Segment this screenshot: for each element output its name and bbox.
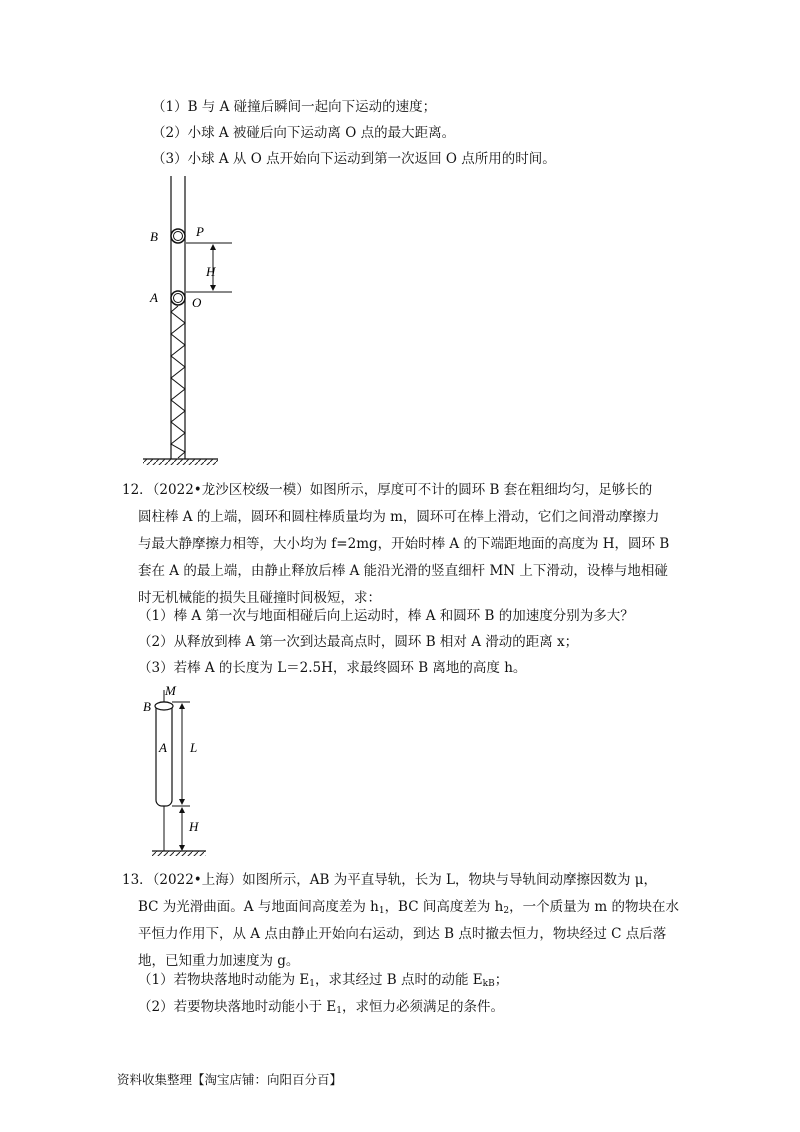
q11-label-p: P	[196, 224, 204, 239]
q12-label-h: H	[189, 819, 199, 834]
q11-label-a: A	[150, 290, 158, 305]
q12-line-3: 与最大静摩擦力相等，大小均为 f=2mg，开始时棒 A 的下端距地面的高度为 H，圆环 B	[138, 536, 670, 552]
q13-line-4: 地，已知重力加速度为 g。	[138, 953, 300, 969]
q12-part-1: （1）棒 A 第一次与地面相碰后向上运动时，棒 A 和圆环 B 的加速度分别为多大？	[138, 608, 634, 624]
q12-part-3: （3）若棒 A 的长度为 L＝2.5H，求最终圆环 B 离地的高度 h。	[138, 660, 527, 676]
q12-line-2: 圆柱棒 A 的上端，圆环和圆柱棒质量均为 m，圆环可在棒上滑动，它们之间滑动摩擦力	[138, 509, 660, 525]
q12-label-a: A	[159, 740, 167, 755]
q11-part-1: （1）B 与 A 碰撞后瞬间一起向下运动的速度；	[152, 99, 437, 115]
q11-part-3: （3）小球 A 从 O 点开始向下运动到第一次返回 O 点所用的时间。	[152, 151, 556, 167]
q13-line-2: BC 为光滑曲面。A 与地面间高度差为 $h_1$，BC 间高度差为 $h_2$，一个质量为 m 的物块在水	[138, 899, 679, 916]
footer-text: 资料收集整理【淘宝店铺：向阳百分百】	[117, 1072, 343, 1087]
q11-label-h: H	[206, 264, 216, 279]
q11-part-2: （2）小球 A 被碰后向下运动离 O 点的最大距离。	[152, 125, 456, 141]
q12-line-4: 套在 A 的最上端，由静止释放后棒 A 能沿光滑的竖直细杆 MN 上下滑动，设棒与地相碰	[138, 563, 668, 579]
q13-line-3: 平恒力作用下，从 A 点由静止开始向右运动，到达 B 点时撤去恒力，物块经过 C 点后落	[138, 926, 667, 942]
q12-line-1: 12．（2022•龙沙区校级一模）如图所示，厚度可不计的圆环 B 套在粗细均匀，足够长的	[122, 482, 653, 498]
q13-part-2: （2）若要物块落地时动能小于 $E_1$，求恒力必须满足的条件。	[138, 999, 504, 1016]
q13-part-1: （1）若物块落地时动能为 $E_1$，求其经过 B 点时的动能 $E_{kB}$；	[138, 972, 509, 989]
q11-label-b: B	[150, 229, 158, 244]
q11-label-o: O	[192, 295, 202, 310]
q13-line-1: 13．（2022•上海）如图所示，AB 为平直导轨，长为 L，物块与导轨间动摩擦因数为 μ，	[122, 872, 658, 888]
q12-ring-b	[155, 702, 173, 710]
q12-label-m: M	[165, 683, 176, 698]
q12-line-5: 时无机械能的损失且碰撞时间极短，求：	[138, 590, 381, 606]
q12-label-l: L	[190, 740, 198, 755]
q12-label-b: B	[143, 699, 151, 714]
q12-part-2: （2）从释放到棒 A 第一次到达最高点时，圆环 B 相对 A 滑动的距离 x；	[138, 634, 579, 650]
